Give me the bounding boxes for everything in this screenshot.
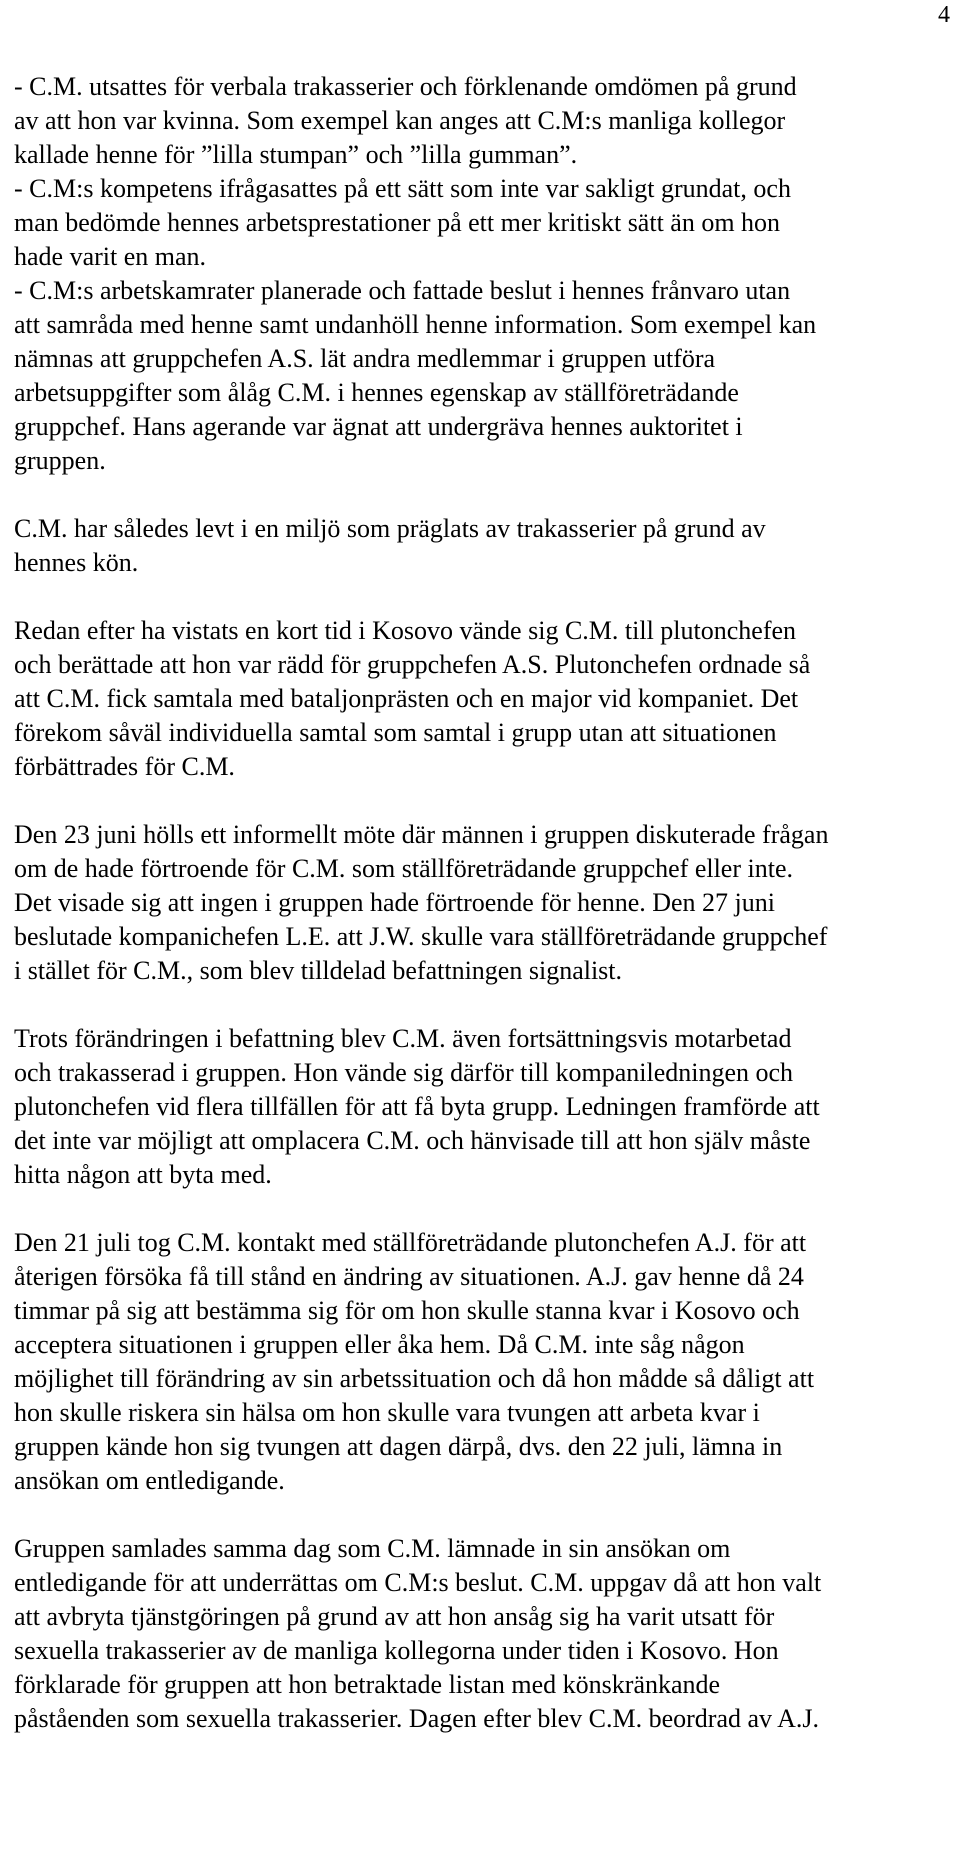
text-line: att avbryta tjänstgöringen på grund av att hon ansåg sig ha varit utsatt för [14, 1602, 775, 1631]
text-line: acceptera situationen i gruppen eller åka hem. Då C.M. inte såg någon [14, 1330, 745, 1359]
text-line: - C.M:s arbetskamrater planerade och fattade beslut i hennes frånvaro utan [14, 276, 791, 305]
text-line: nämnas att gruppchefen A.S. lät andra medlemmar i gruppen utföra [14, 344, 716, 373]
text-line: entledigande för att underrättas om C.M:s beslut. C.M. uppgav då att hon valt [14, 1568, 822, 1597]
text-line: Det visade sig att ingen i gruppen hade förtroende för henne. Den 27 juni [14, 888, 775, 917]
text-line: i stället för C.M., som blev tilldelad befattningen signalist. [14, 956, 623, 985]
text-line: beslutade kompanichefen L.E. att J.W. skulle vara ställföreträdande gruppchef [14, 922, 828, 951]
text-line: Trots förändringen i befattning blev C.M. även fortsättningsvis motarbetad [14, 1024, 792, 1053]
text-line: Den 23 juni hölls ett informellt möte där männen i gruppen diskuterade frågan [14, 820, 829, 849]
text-line: och trakasserad i gruppen. Hon vände sig därför till kompaniledningen och [14, 1058, 794, 1087]
text-line: förbättrades för C.M. [14, 752, 235, 781]
document-body [14, 70, 948, 1736]
bullet-item [14, 274, 948, 478]
paragraph [14, 614, 948, 784]
text-line: om de hade förtroende för C.M. som ställföreträdande gruppchef eller inte. [14, 854, 793, 883]
text-line: påståenden som sexuella trakasserier. Dagen efter blev C.M. beordrad av A.J. [14, 1704, 820, 1733]
paragraph [14, 1532, 948, 1736]
text-line: hennes kön. [14, 548, 139, 577]
text-line: gruppen kände hon sig tvungen att dagen därpå, dvs. den 22 juli, lämna in [14, 1432, 783, 1461]
text-line: att samråda med henne samt undanhöll henne information. Som exempel kan [14, 310, 817, 339]
text-line: Redan efter ha vistats en kort tid i Kosovo vände sig C.M. till plutonchefen [14, 616, 797, 645]
text-line: gruppen. [14, 446, 106, 475]
text-line: sexuella trakasserier av de manliga kollegorna under tiden i Kosovo. Hon [14, 1636, 779, 1665]
text-line: Gruppen samlades samma dag som C.M. lämnade in sin ansökan om [14, 1534, 731, 1563]
text-line: förekom såväl individuella samtal som samtal i grupp utan att situationen [14, 718, 777, 747]
paragraph [14, 1022, 948, 1192]
text-line: - C.M. utsattes för verbala trakasserier och förklenande omdömen på grund [14, 72, 797, 101]
text-line: möjlighet till förändring av sin arbetssituation och då hon mådde så dåligt att [14, 1364, 815, 1393]
text-line: man bedömde hennes arbetsprestationer på ett mer kritiskt sätt än om hon [14, 208, 781, 237]
text-line: kallade henne för ”lilla stumpan” och ”lilla gumman”. [14, 140, 578, 169]
text-line: Den 21 juli tog C.M. kontakt med ställföreträdande plutonchefen A.J. för att [14, 1228, 807, 1257]
text-line: ansökan om entledigande. [14, 1466, 285, 1495]
text-line: arbetsuppgifter som ålåg C.M. i hennes egenskap av ställföreträdande [14, 378, 739, 407]
text-line: gruppchef. Hans agerande var ägnat att undergräva hennes auktoritet i [14, 412, 743, 441]
bullet-item [14, 70, 948, 172]
text-line: att C.M. fick samtala med bataljonprästen och en major vid kompaniet. Det [14, 684, 799, 713]
text-line: hitta någon att byta med. [14, 1160, 272, 1189]
text-line: av att hon var kvinna. Som exempel kan anges att C.M:s manliga kollegor [14, 106, 786, 135]
paragraph [14, 512, 948, 580]
bullet-item [14, 172, 948, 274]
text-line: och berättade att hon var rädd för gruppchefen A.S. Plutonchefen ordnade så [14, 650, 811, 679]
page-number: 4 [938, 2, 950, 28]
text-line: förklarade för gruppen att hon betraktade listan med könskränkande [14, 1670, 721, 1699]
text-line: - C.M:s kompetens ifrågasattes på ett sätt som inte var sakligt grundat, och [14, 174, 791, 203]
text-line: timmar på sig att bestämma sig för om hon skulle stanna kvar i Kosovo och [14, 1296, 800, 1325]
text-line: C.M. har således levt i en miljö som präglats av trakasserier på grund av [14, 514, 766, 543]
text-line: plutonchefen vid flera tillfällen för att få byta grupp. Ledningen framförde att [14, 1092, 820, 1121]
text-line: återigen försöka få till stånd en ändring av situationen. A.J. gav henne då 24 [14, 1262, 804, 1291]
paragraph [14, 1226, 948, 1498]
paragraph [14, 818, 948, 988]
text-line: hon skulle riskera sin hälsa om hon skulle vara tvungen att arbeta kvar i [14, 1398, 760, 1427]
text-line: hade varit en man. [14, 242, 207, 271]
text-line: det inte var möjligt att omplacera C.M. och hänvisade till att hon själv måste [14, 1126, 811, 1155]
